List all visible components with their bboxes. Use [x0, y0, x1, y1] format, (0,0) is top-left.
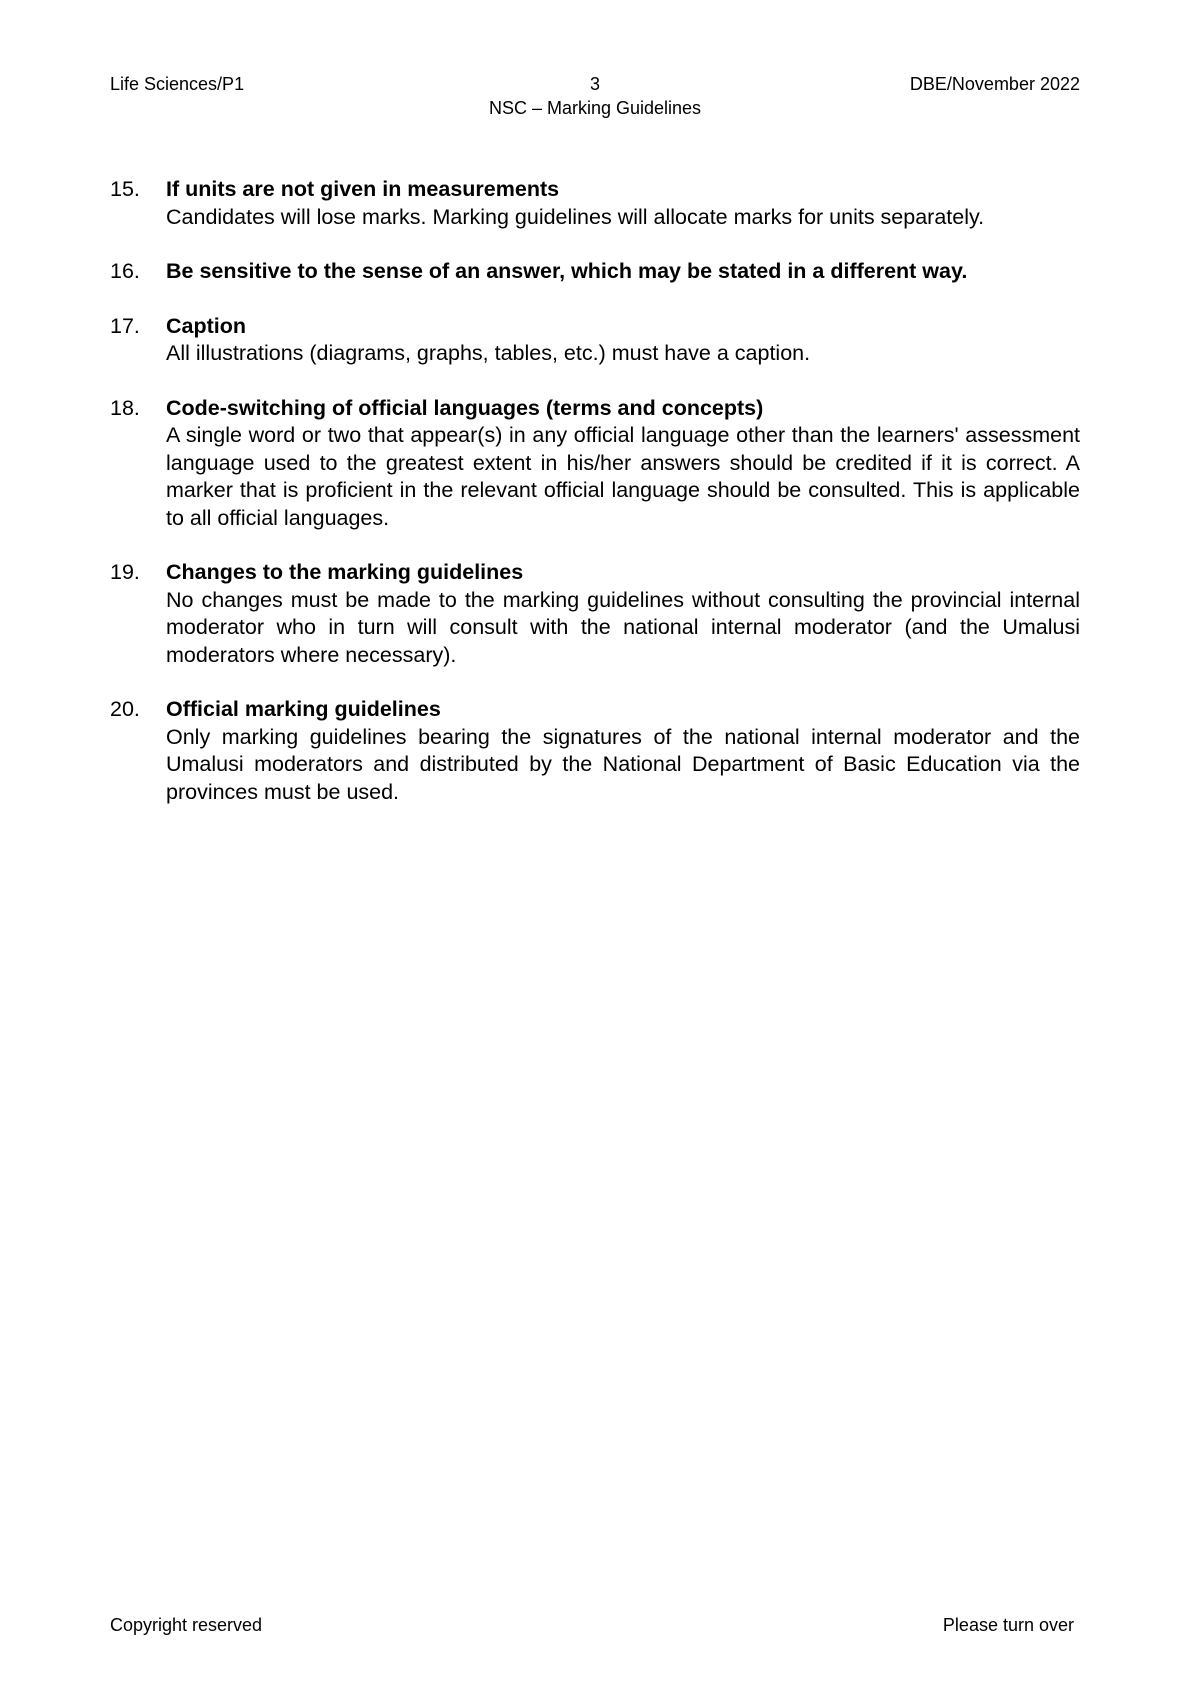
document-body [110, 176, 1080, 833]
page-number: 3 [589, 74, 600, 94]
guideline-item-19 [110, 559, 1080, 669]
guideline-item-18 [110, 395, 1080, 533]
item-body: Only marking guidelines bearing the signatures of the national internal moderator and the Umalusi moderators and distributed by the National Department of Basic Education via the provinces must be used. [166, 724, 1080, 804]
item-title: Changes to the marking guidelines [166, 560, 524, 584]
item-title: Code-switching of official languages (terms and concepts) [166, 395, 764, 420]
header-subject: Life Sciences/P1 [110, 74, 245, 94]
item-number: 17. [110, 313, 140, 338]
item-title: Official marking guidelines [166, 697, 441, 721]
header-exam-date: DBE/November 2022 [909, 74, 1080, 94]
page-header [110, 72, 1080, 122]
item-body: Candidates will lose marks. Marking guidelines will allocate marks for units separately. [166, 204, 985, 229]
item-body: No changes must be made to the marking guidelines without consulting the provincial internal moderator who in turn will consult with the national internal moderator (and the Umalusi moderators where necessary). [166, 587, 1080, 667]
header-subtitle: NSC – Marking Guidelines [488, 98, 702, 118]
item-number: 15. [110, 177, 140, 201]
guideline-item-17 [110, 313, 1080, 368]
item-number: 16. [110, 259, 140, 283]
footer-copyright: Copyright reserved [110, 1615, 263, 1635]
item-number: 19. [110, 560, 140, 584]
item-body: A single word or two that appear(s) in any official language other than the learners' assessment language used to the greatest extent in his/her answers should be credited if it is correct. A marker that is proficient in the relevant official language should be consulted. This is applicable to all official languages. [166, 423, 1080, 530]
guideline-item-15 [110, 176, 1080, 231]
item-title: Caption [166, 313, 247, 338]
footer-turn-over: Please turn over [942, 1615, 1074, 1635]
guideline-item-16 [110, 258, 1080, 286]
item-title: Be sensitive to the sense of an answer, which may be stated in a different way. [166, 259, 968, 283]
guideline-item-20 [110, 696, 1080, 806]
item-number: 18. [110, 395, 140, 420]
item-number: 20. [110, 697, 140, 721]
item-title: If units are not given in measurements [166, 177, 560, 201]
item-body: All illustrations (diagrams, graphs, tables, etc.) must have a caption. [166, 341, 811, 365]
